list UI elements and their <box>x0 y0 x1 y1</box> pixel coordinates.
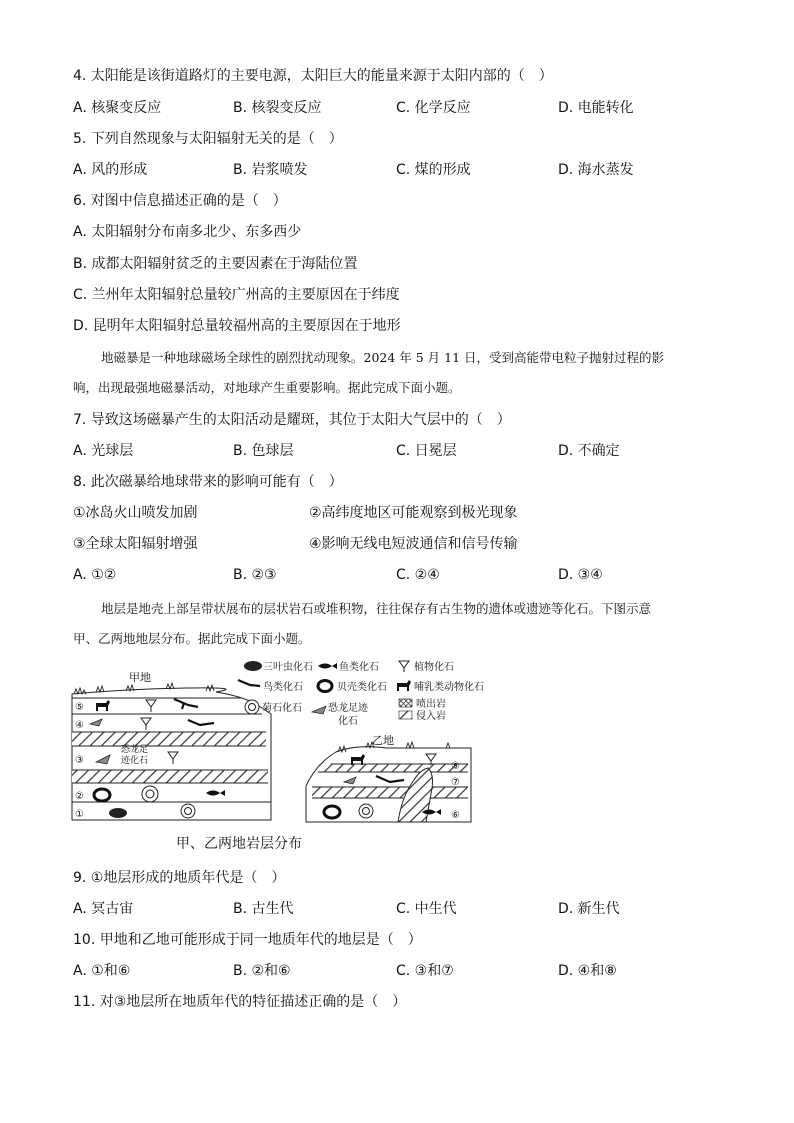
q4-option-d: D. 电能转化 <box>558 100 634 116</box>
layer-label: ① <box>75 809 84 820</box>
legend-ammonite: 菊石化石 <box>262 703 302 714</box>
q7-option-b: B. 色球层 <box>233 443 294 459</box>
q6-option-c: C. 兰州年太阳辐射总量较广州高的主要原因在于纬度 <box>73 287 400 303</box>
q6-option-a: A. 太阳辐射分布南多北少、东多西少 <box>73 224 302 240</box>
dino-label: 恐龙足 <box>121 745 149 755</box>
question-5-stem: 5. 下列自然现象与太阳辐射无关的是（ ） <box>73 131 343 147</box>
legend-extrusive: 喷出岩 <box>416 699 446 710</box>
q8-item-1: ①冰岛火山喷发加剧 <box>73 505 198 521</box>
q9-option-d: D. 新生代 <box>558 901 620 917</box>
legend-mammal: 哺乳类动物化石 <box>414 682 484 693</box>
passage-line: 地磁暴是一种地球磁场全球性的剧烈扰动现象。2024 年 5 月 11 日，受到高能带电粒子抛射过程的影 <box>101 350 665 365</box>
layer-label: ⑦ <box>451 777 460 788</box>
layer-label: ⑥ <box>451 810 460 821</box>
q7-option-c: C. 日冕层 <box>396 443 457 459</box>
legend-plant: 植物化石 <box>414 662 454 673</box>
intrusive-rock-swatch <box>399 711 412 719</box>
question-7-stem: 7. 导致这场磁暴产生的太阳活动是耀斑，其位于太阳大气层中的（ ） <box>73 412 511 428</box>
q8-option-a: A. ①② <box>73 567 117 583</box>
passage-line: 地层是地壳上部呈带状展布的层状岩石或堆积物，往往保存有古生物的遗体或遗迹等化石。下图示意 <box>101 601 652 616</box>
question-8-stem: 8. 此次磁暴给地球带来的影响可能有（ ） <box>73 474 343 490</box>
q5-option-b: B. 岩浆喷发 <box>233 162 308 178</box>
q5-option-a: A. 风的形成 <box>73 162 148 178</box>
legend-shell: 贝壳类化石 <box>337 682 387 693</box>
layer-label: ② <box>75 791 84 802</box>
q4-option-c: C. 化学反应 <box>396 100 471 116</box>
legend-dino-track: 恐龙足迹 <box>328 703 368 714</box>
fish-fossil-icon <box>318 663 337 669</box>
q10-option-d: D. ④和⑧ <box>558 963 617 979</box>
jia-label: 甲地 <box>129 671 151 684</box>
legend-trilobite: 三叶虫化石 <box>263 662 313 673</box>
dino-label: 迹化石 <box>121 756 149 766</box>
q9-option-a: A. 冥古宙 <box>73 901 134 917</box>
q5-option-c: C. 煤的形成 <box>396 162 471 178</box>
figure-caption: 甲、乙两地岩层分布 <box>176 836 302 852</box>
q8-option-d: D. ③④ <box>558 567 603 583</box>
trilobite-fossil-icon <box>109 808 127 818</box>
shell-fossil-icon <box>324 806 340 818</box>
q8-item-3: ③全球太阳辐射增强 <box>73 536 198 552</box>
q4-option-a: A. 核聚变反应 <box>73 100 162 116</box>
question-11-stem: 11. 对③地层所在地质年代的特征描述正确的是（ ） <box>73 994 407 1010</box>
jia-band <box>72 770 268 783</box>
q10-option-a: A. ①和⑥ <box>73 963 131 979</box>
q8-option-b: B. ②③ <box>233 567 277 583</box>
q4-option-b: B. 核裂变反应 <box>233 100 322 116</box>
q8-item-2: ②高纬度地区可能观察到极光现象 <box>309 505 518 521</box>
ammonite-fossil-icon <box>142 786 158 802</box>
passage-line: 甲、乙两地地层分布。据此完成下面小题。 <box>73 631 311 646</box>
legend-dino-track-2: 化石 <box>338 716 358 727</box>
q8-item-4: ④影响无线电短波通信和信号传输 <box>309 536 518 552</box>
layer-label: ③ <box>75 755 84 766</box>
ammonite-fossil-icon <box>181 804 195 818</box>
q6-option-d: D. 昆明年太阳辐射总量较福州高的主要原因在于地形 <box>73 318 401 334</box>
dino-track-icon <box>312 706 326 714</box>
strata-figure <box>66 656 506 832</box>
plant-fossil-icon <box>399 661 409 672</box>
ammonite-fossil-icon <box>359 804 373 818</box>
shell-fossil-icon <box>94 789 110 801</box>
question-10-stem: 10. 甲地和乙地可能形成于同一地质年代的地层是（ ） <box>73 932 422 948</box>
question-9-stem: 9. ①地层形成的地质年代是（ ） <box>73 870 286 886</box>
trilobite-fossil-icon <box>244 661 262 671</box>
figure-legend <box>238 660 484 727</box>
layer-label: ⑧ <box>451 761 460 772</box>
yi-label: 乙地 <box>372 734 394 747</box>
passage-line: 响，出现最强地磁暴活动，对地球产生重要影响。据此完成下面小题。 <box>73 380 461 395</box>
jia-strata <box>72 683 271 820</box>
q6-option-b: B. 成都太阳辐射贫乏的主要因素在于海陆位置 <box>73 256 358 272</box>
q9-option-c: C. 中生代 <box>396 901 457 917</box>
q10-option-c: C. ③和⑦ <box>396 963 454 979</box>
bird-fossil-icon <box>238 680 260 686</box>
q9-option-b: B. 古生代 <box>233 901 294 917</box>
legend-fish: 鱼类化石 <box>339 662 379 673</box>
q10-option-b: B. ②和⑥ <box>233 963 291 979</box>
mammal-fossil-icon <box>397 680 411 691</box>
q8-option-c: C. ②④ <box>396 567 440 583</box>
q5-option-d: D. 海水蒸发 <box>558 162 634 178</box>
question-4-stem: 4. 太阳能是该街道路灯的主要电源，太阳巨大的能量来源于太阳内部的（ ） <box>73 68 553 84</box>
jia-band <box>72 732 266 746</box>
legend-bird: 鸟类化石 <box>263 682 303 693</box>
ammonite-fossil-icon <box>245 700 259 714</box>
q7-option-a: A. 光球层 <box>73 443 134 459</box>
q7-option-d: D. 不确定 <box>558 443 620 459</box>
extrusive-rock-swatch <box>399 699 412 707</box>
question-6-stem: 6. 对图中信息描述正确的是（ ） <box>73 193 287 209</box>
layer-label: ④ <box>75 720 84 731</box>
shell-fossil-icon <box>318 681 332 692</box>
legend-intrusive: 侵入岩 <box>416 711 446 722</box>
yi-strata <box>306 742 471 822</box>
layer-label: ⑤ <box>75 702 84 713</box>
